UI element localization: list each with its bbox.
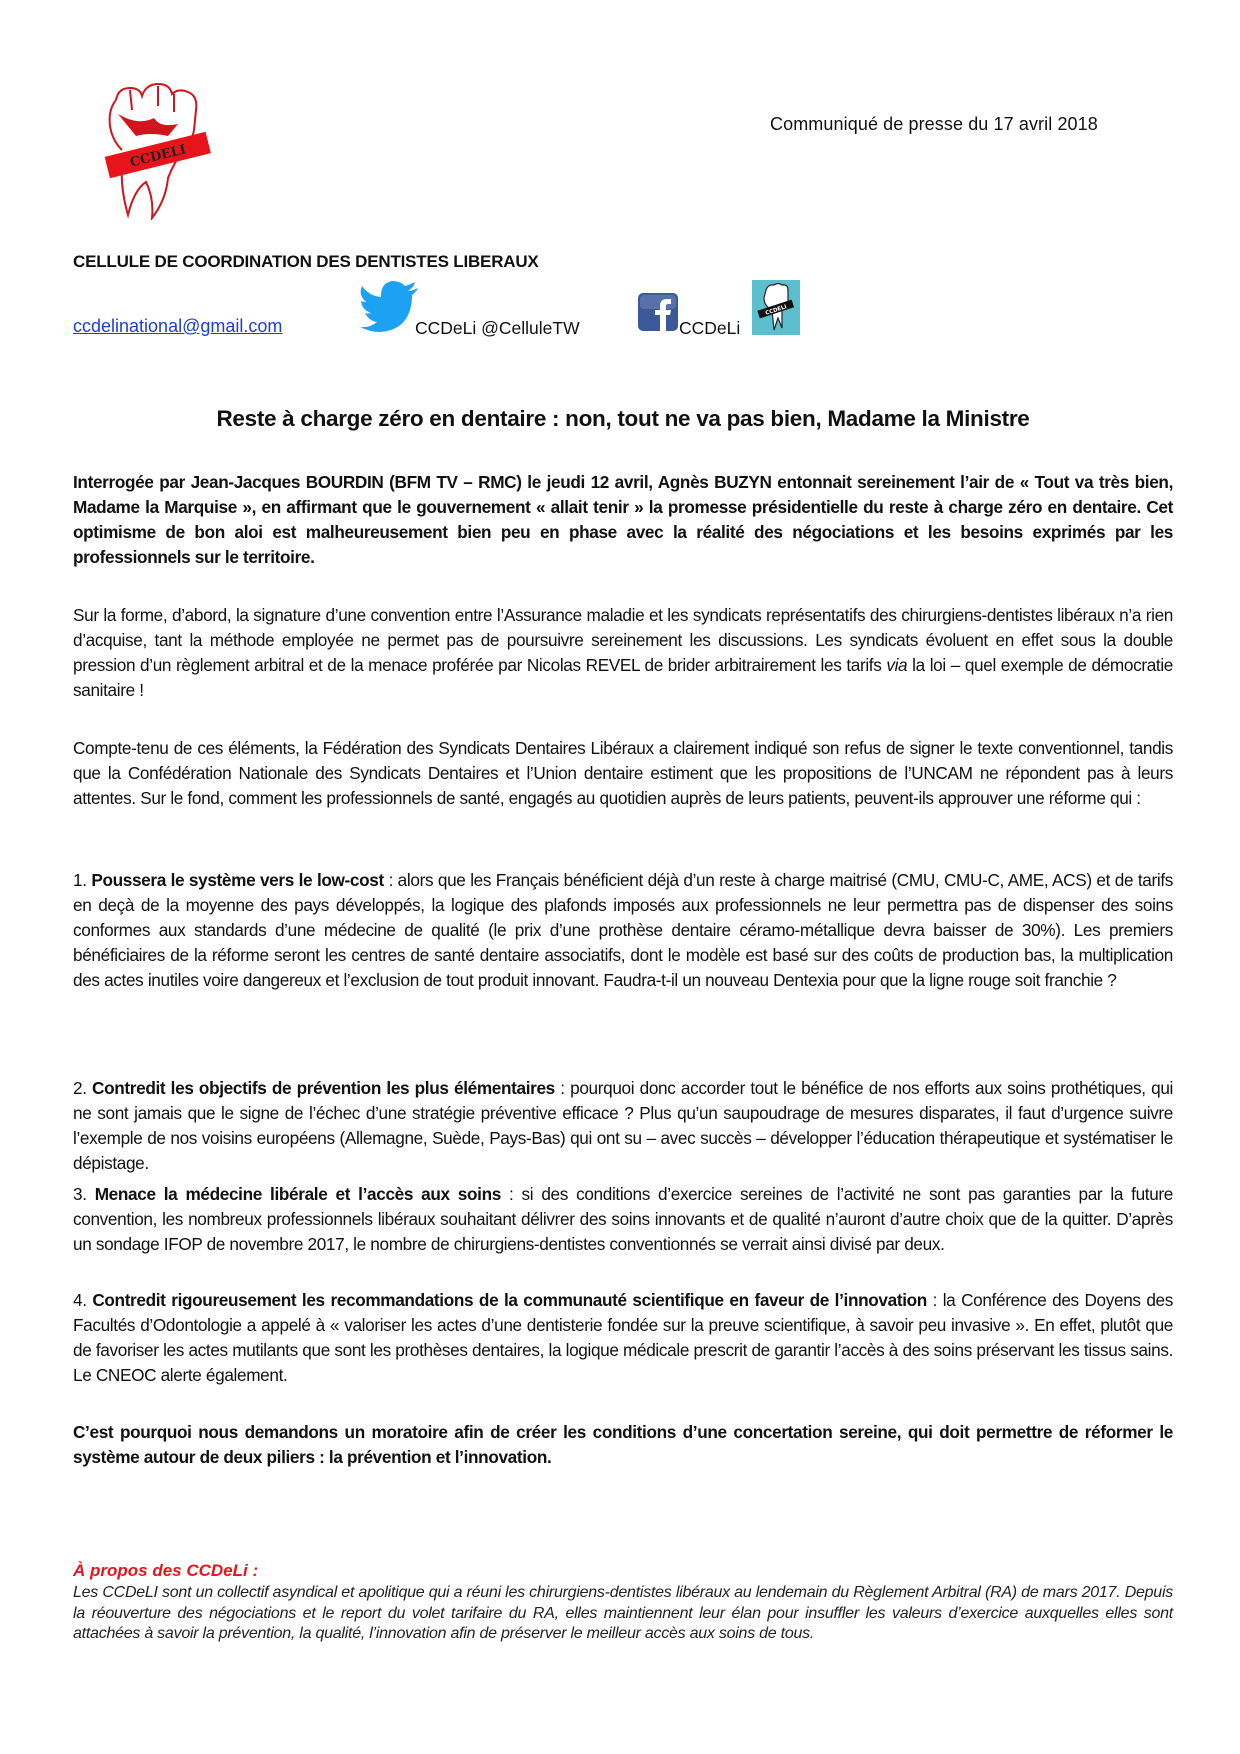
paragraph-text: Sur la forme, d’abord, la signature d’une convention entre l’Assurance maladie et les syndicats représentatifs des chirurgiens-dentistes libéraux n’a rien d’acquise, tant la méthode employée ne permet pas de poursuivre sereinement les discussions. Les syndicats évoluent en effet sous la double pression d’un règlement arbitral et de la menace proférée par Nicolas REVEL de brider arbitrairement les tarifs: [73, 605, 1173, 675]
organization-name: CELLULE DE COORDINATION DES DENTISTES LIBERAUX: [73, 252, 539, 271]
twitter-handle[interactable]: CCDeLi @CelluleTW: [415, 318, 580, 338]
contact-bar: [73, 280, 1173, 340]
point-item: [73, 1076, 1173, 1176]
point-text: : si des conditions d’exercice sereines de l’activité ne sont pas garanties par la future convention, les nombreux professionnels libéraux souhaitant délivrer des soins innovants et de qualité n’auront d’autre choix que de la quitter. D’après un sondage IFOP de novembre 2017, le nombre de chirurgiens-dentistes conventionnés se verrait ainsi divisé par deux.: [73, 1184, 1173, 1254]
paragraph-text: la loi – quel exemple de démocratie sanitaire !: [73, 655, 1174, 700]
press-release-date: Communiqué de presse du 17 avril 2018: [770, 114, 1098, 134]
intro-paragraph: Interrogée par Jean-Jacques BOURDIN (BFM TV – RMC) le jeudi 12 avril, Agnès BUZYN entonnait sereinement l’air de « Tout va très bien, Madame la Marquise », en affirmant que le gouvernement « allait tenir » la promesse présidentielle du reste à charge zéro en dentaire. Cet optimisme de bon aloi est malheureusement bien peu en phase avec la réalité des négociations et les besoins exprimés par les professionnels sur le territoire.: [73, 472, 1173, 567]
point-number: 2.: [73, 1078, 93, 1098]
logo-banner-text: CCDELI: [128, 142, 188, 171]
about-title: À propos des CCDeLi :: [73, 1561, 259, 1580]
point-title: Contredit les objectifs de prévention les plus élémentaires: [92, 1078, 555, 1098]
point-number: 3.: [73, 1184, 95, 1204]
point-number: 4.: [73, 1290, 93, 1310]
point-text: : pourquoi donc accorder tout le bénéfice de nos efforts aux soins prothétiques, qui ne sont jamais que le signe de l’échec d’une stratégie préventive efficace ? Plus qu’un saupoudrage de mesures disparates, il faut d’urgence suivre l’exemple de nos voisins européens (Allemagne, Suède, Pays-Bas) qui ont su – avec succès – développer l’éducation thérapeutique et systématiser le dépistage.: [73, 1078, 1173, 1173]
point-title: Contredit rigoureusement les recommandations de la communauté scientifique en faveur de l’innovation: [92, 1290, 927, 1310]
paragraph-form: [73, 603, 1173, 703]
point-item: [73, 868, 1173, 993]
headline: Reste à charge zéro en dentaire : non, tout ne va pas bien, Madame la Ministre: [216, 406, 1030, 431]
point-text: : la Conférence des Doyens des Facultés d’Odontologie a appelé à « valoriser les actes d’une dentisterie fondée sur la preuve scientifique, à savoir peu invasive ». En effet, plutôt que de favoriser les actes mutilants que sont les prothèses dentaires, la logique médicale prescrit de garantir l’accès à des soins préservant les tissus sains. Le CNEOC alerte également.: [73, 1290, 1173, 1385]
fist-tooth-icon: [88, 70, 228, 220]
twitter-icon[interactable]: [360, 280, 420, 332]
paragraph-context: Compte-tenu de ces éléments, la Fédération des Syndicats Dentaires Libéraux a clairement indiqué son refus de signer le texte conventionnel, tandis que la Confédération Nationale des Syndicats Dentaires et l’Union dentaire estiment que les propositions de l’UNCAM ne répondent pas à leurs attentes. Sur le fond, comment les professionnels de santé, engagés au quotidien auprès de leurs patients, peuvent-ils approuver une réforme qui :: [73, 738, 1173, 808]
conclusion-paragraph: C’est pourquoi nous demandons un moratoire afin de créer les conditions d’une concertation sereine, qui doit permettre de réformer le système autour de deux piliers : la prévention et l’innovation.: [73, 1422, 1173, 1467]
via-italic: via: [886, 655, 908, 675]
facebook-page-name[interactable]: CCDeLi: [679, 318, 741, 338]
email-link[interactable]: ccdelinational@gmail.com: [73, 316, 283, 336]
point-text: : alors que les Français bénéficient déjà d’un reste à charge maitrisé (CMU, CMU-C, AME, ACS) et de tarifs en deçà de la moyenne des pays développés, la logique des plafonds imposés aux professionnels ne leur permettra pas de dispenser des soins conformes aux standards d’une médecine de qualité (le prix d’une prothèse dentaire céramo-métallique devra baisser de 30%). Les premiers bénéficiaires de la réforme seront les centres de santé dentaire associatifs, dont le modèle est basé sur des coûts de production bas, la multiplication des actes inutiles voire dangereux et l’exclusion de tout produit innovant. Faudra-t-il un nouveau Dentexia pour que la ligne rouge soit franchie ?: [73, 870, 1173, 990]
point-title: Menace la médecine libérale et l’accès aux soins: [94, 1184, 501, 1204]
about-text: Les CCDeLI sont un collectif asyndical et apolitique qui a réuni les chirurgiens-dentistes libéraux au lendemain du Règlement Arbitral (RA) de mars 2017. Depuis la réouverture des négociations et le report du volet tarifaire du RA, elles maintiennent leur élan pour insuffler les valeurs d’exercice auxquelles elles sont attachées à savoir la prévention, la qualité, l’innovation afin de préserver le meilleur accès aux soins de tous.: [73, 1584, 1173, 1642]
point-title: Poussera le système vers le low-cost: [91, 870, 384, 890]
ccdeli-logo: [88, 70, 228, 220]
point-number: 1.: [73, 870, 92, 890]
ccdeli-small-logo-icon: [752, 280, 800, 335]
point-item: [73, 1182, 1173, 1257]
small-logo-text: CCDELI: [764, 304, 788, 317]
facebook-icon[interactable]: [638, 293, 678, 331]
point-item: [73, 1288, 1173, 1388]
